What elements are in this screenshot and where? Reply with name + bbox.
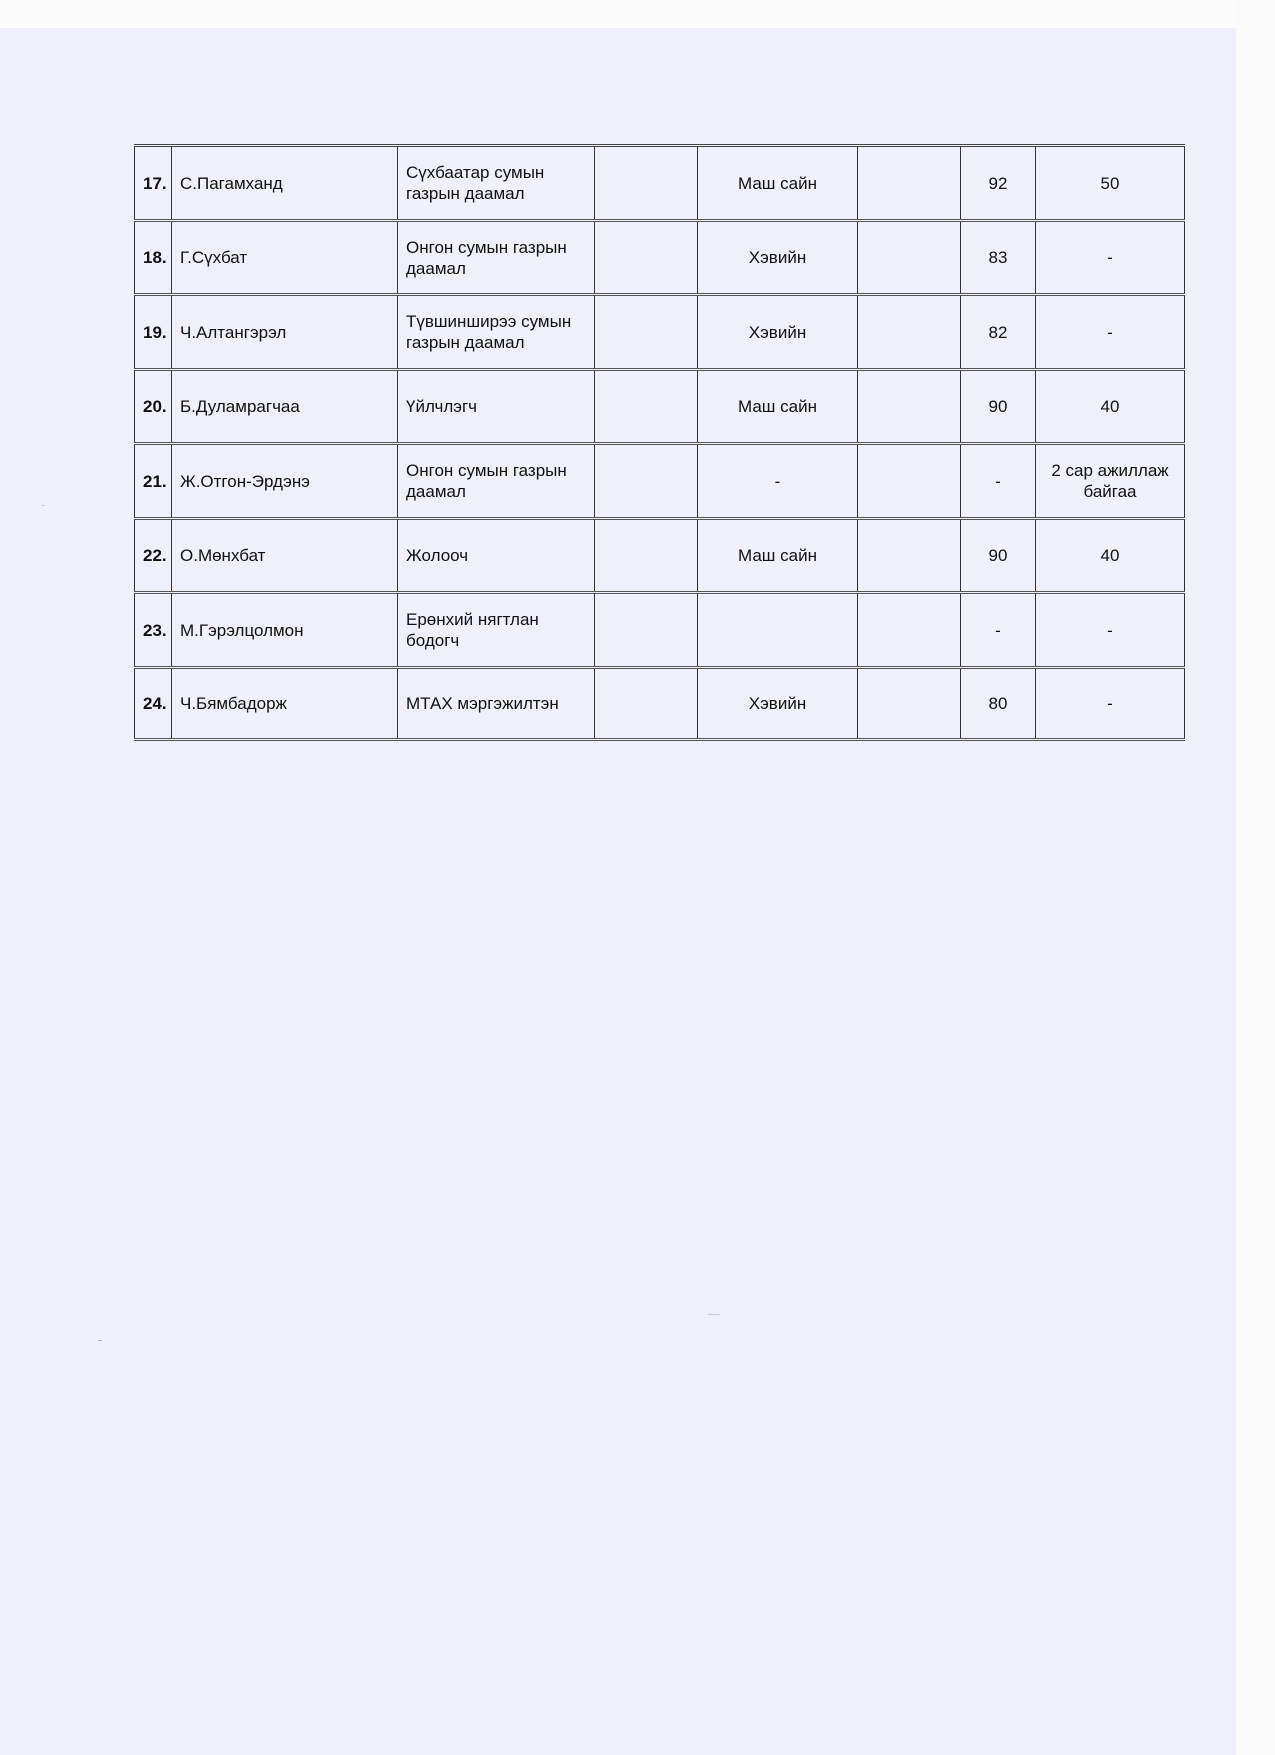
employee-name: Ж.Отгон-Эрдэнэ [172,444,398,519]
blank-cell [858,444,961,519]
table-row [135,221,1185,295]
table-body [135,146,1185,740]
blank-cell [595,593,698,668]
employee-position: Үйлчлэгч [398,370,595,444]
employee-position: Сүхбаатар сумын газрын даамал [398,146,595,221]
row-number: 18. [135,221,172,295]
employee-position: МТАХ мэргэжилтэн [398,668,595,740]
scan-top-edge [0,0,1236,28]
score-cell: 90 [961,370,1036,444]
evaluation-cell: Хэвийн [698,221,858,295]
score-cell: 82 [961,295,1036,370]
bonus-cell: 40 [1036,519,1185,593]
bonus-cell: - [1036,593,1185,668]
table-row [135,444,1185,519]
table-row [135,668,1185,740]
blank-cell [858,593,961,668]
bonus-cell: 40 [1036,370,1185,444]
employee-position: Ерөнхий нягтлан бодогч [398,593,595,668]
employee-name: С.Пагамханд [172,146,398,221]
scan-speck [708,1314,720,1315]
employee-position: Түвшинширээ сумын газрын даамал [398,295,595,370]
row-number: 23. [135,593,172,668]
evaluation-cell: - [698,444,858,519]
employee-position: Жолооч [398,519,595,593]
blank-cell [858,668,961,740]
score-cell: 90 [961,519,1036,593]
score-cell: 80 [961,668,1036,740]
blank-cell [858,519,961,593]
employee-position: Онгон сумын газрын даамал [398,444,595,519]
employee-name: Ч.Бямбадорж [172,668,398,740]
table-row [135,146,1185,221]
blank-cell [858,370,961,444]
bonus-cell: - [1036,221,1185,295]
scan-speck [42,505,44,506]
employee-name: Б.Дуламрагчаа [172,370,398,444]
employee-name: М.Гэрэлцолмон [172,593,398,668]
employee-position: Онгон сумын газрын даамал [398,221,595,295]
employee-name: Г.Сүхбат [172,221,398,295]
evaluation-cell: Маш сайн [698,146,858,221]
evaluation-cell [698,593,858,668]
row-number: 22. [135,519,172,593]
row-number: 24. [135,668,172,740]
blank-cell [858,295,961,370]
blank-cell [595,668,698,740]
row-number: 17. [135,146,172,221]
bonus-cell: 2 сар ажиллаж байгаа [1036,444,1185,519]
evaluation-cell: Хэвийн [698,668,858,740]
bonus-cell: - [1036,295,1185,370]
table-row [135,593,1185,668]
score-cell: - [961,444,1036,519]
row-number: 20. [135,370,172,444]
blank-cell [595,444,698,519]
employee-evaluation-table [134,144,1185,741]
blank-cell [595,519,698,593]
scan-speck [98,1340,102,1341]
blank-cell [858,146,961,221]
evaluation-cell: Хэвийн [698,295,858,370]
evaluation-cell: Маш сайн [698,370,858,444]
blank-cell [595,295,698,370]
table-row [135,370,1185,444]
score-cell: 92 [961,146,1036,221]
table-row [135,519,1185,593]
score-cell: 83 [961,221,1036,295]
blank-cell [595,221,698,295]
bonus-cell: - [1036,668,1185,740]
employee-name: О.Мөнхбат [172,519,398,593]
blank-cell [595,370,698,444]
row-number: 19. [135,295,172,370]
blank-cell [595,146,698,221]
scan-right-edge [1236,0,1275,1755]
employee-name: Ч.Алтангэрэл [172,295,398,370]
blank-cell [858,221,961,295]
evaluation-cell: Маш сайн [698,519,858,593]
bonus-cell: 50 [1036,146,1185,221]
table-row [135,295,1185,370]
score-cell: - [961,593,1036,668]
row-number: 21. [135,444,172,519]
